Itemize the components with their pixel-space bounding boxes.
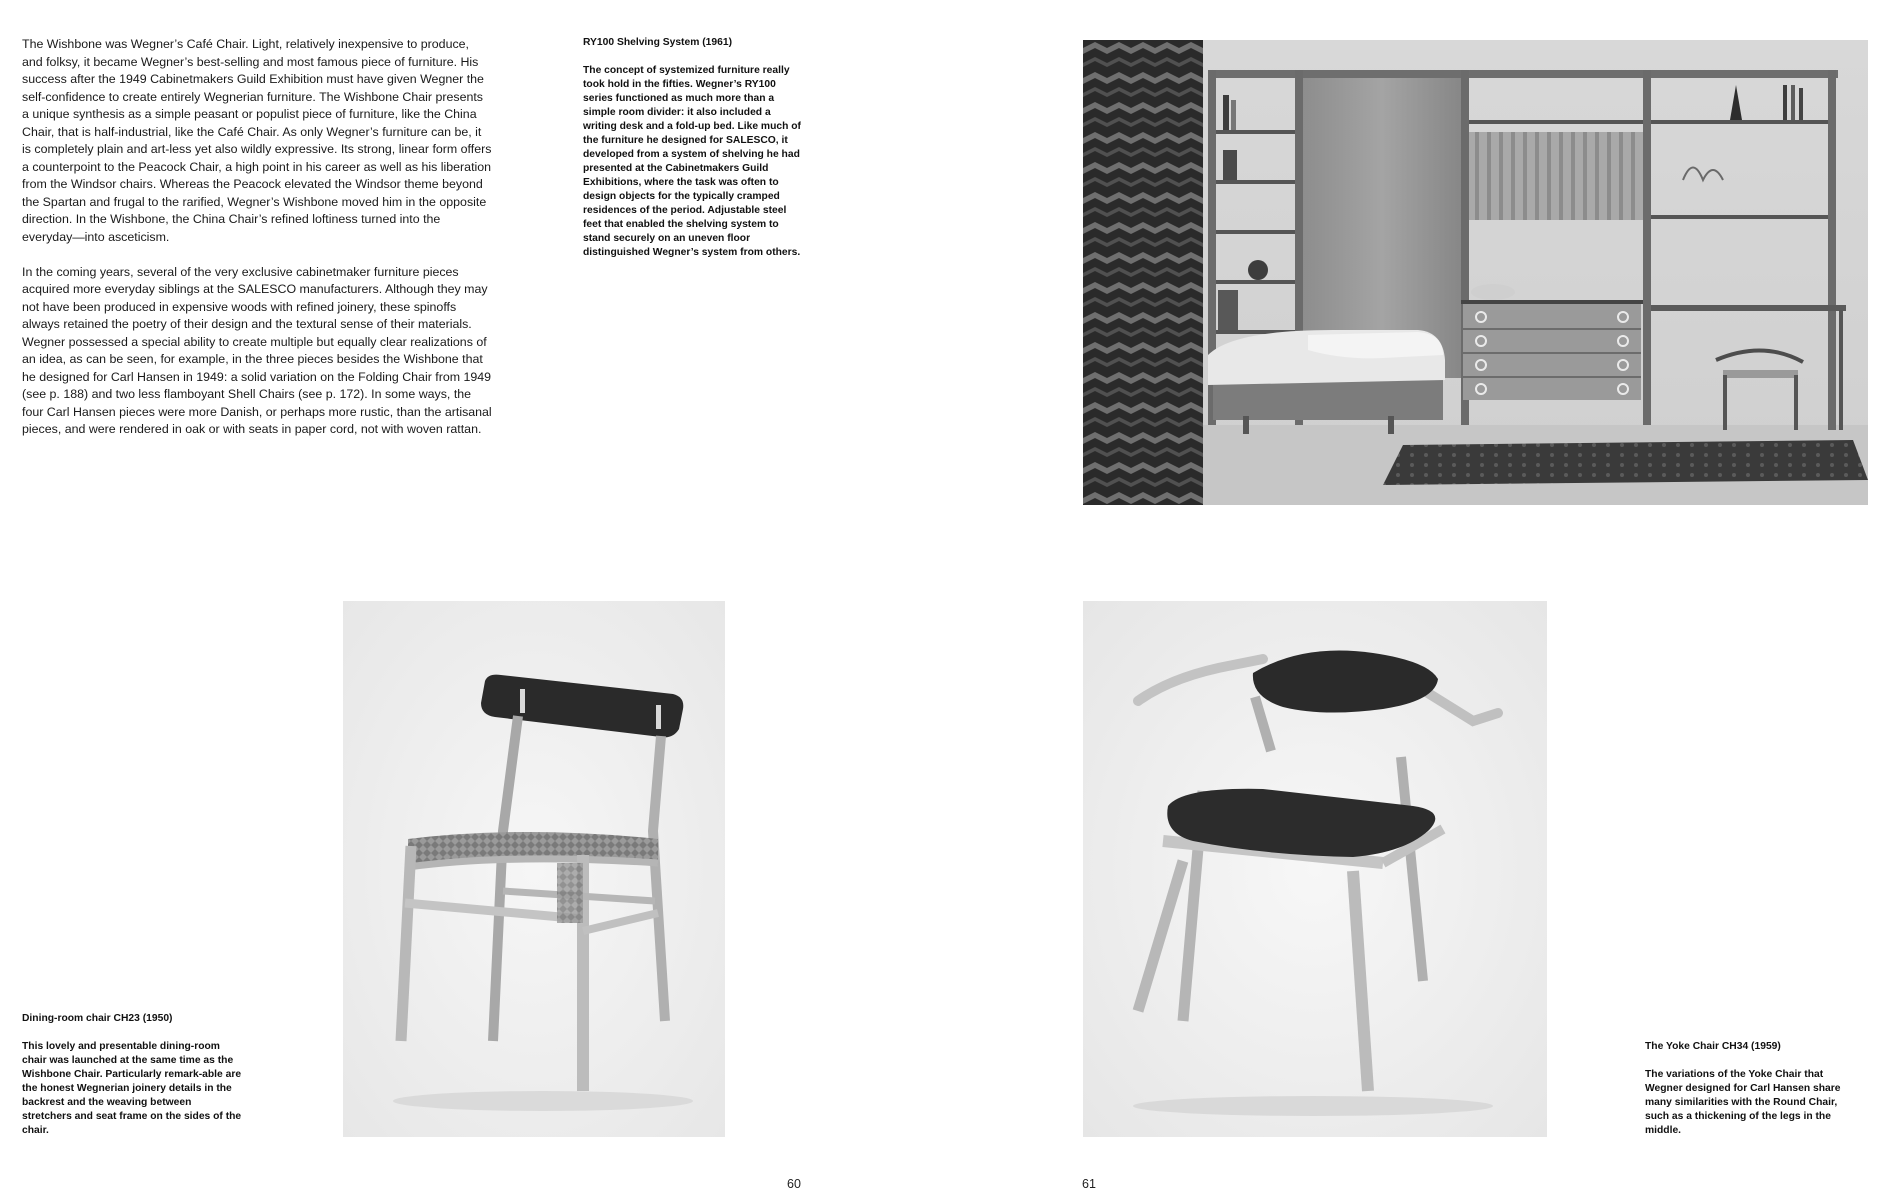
ch23-chair-illustration — [343, 601, 725, 1137]
caption-ch34 — [1645, 1040, 1857, 1138]
body-paragraph: In the coming years, several of the very exclusive cabinetmaker furniture pieces acquired more everyday siblings at the SALESCO manufacturers. Although they may not have been produced in expensive woods with refined joinery, these spinoffs always retained the poetry of their design and the textural sense of their materials. Wegner possessed a special ability to create multiple but equally clear realizations of an idea, as can be seen, for example, in the three pieces besides the Wishbone that he designed for Carl Hansen in 1949: a solid variation on the Folding Chair from 1949 (see p. 188) and two less flamboyant Shell Chairs (see p. 172). In some ways, the four Carl Hansen pieces were more Danish, or perhaps more rustic, than the artisanal pieces, and were rendered in oak or with seats in paper cord, not with woven rattan. — [22, 264, 492, 436]
body-paragraph: The Wishbone was Wegner’s Café Chair. Light, relatively inexpensive to produce, and folksy, it became Wegner’s best-selling and most famous piece of furniture. His success after the 1949 Cabinetmakers Guild Exhibition must have given Wegner the self-confidence to create entirely Wegnerian furniture. The Wishbone Chair presents a unique synthesis as a simple peasant or populist piece of furniture, like the China Chair, that is half-industrial, like the Café Chair. As only Wegner’s furniture can be, it is completely plain and art-less yet also wildly expressive. Its strong, linear form offers a counterpoint to the Peacock Chair, a high point in his career as well as his liberation from the Windsor chairs. Whereas the Peacock elevated the Windsor theme beyond the Spartan and frugal to the rarified, Wegner’s Wishbone moved him in the opposite direction. In the Wishbone, the China Chair’s refined loftiness turned into the everyday—into asceticism. — [22, 37, 492, 244]
page-number-left: 60 — [787, 1177, 801, 1191]
caption-text: This lovely and presentable dining-room chair was launched at the same time as the Wishbone Chair. Particularly remark-able are the honest Wegnerian joinery details in the backrest and the weaving between stretchers and seat frame on the sides of the chair. — [22, 1041, 242, 1136]
caption-title: RY100 Shelving System (1961) — [583, 37, 732, 48]
body-text-column — [22, 36, 492, 456]
caption-title: The Yoke Chair CH34 (1959) — [1645, 1041, 1781, 1052]
caption-text: The variations of the Yoke Chair that Wegner designed for Carl Hansen share many similarities with the Round Chair, such as a thickening of the legs in the middle. — [1645, 1069, 1841, 1136]
ch34-chair-illustration — [1083, 601, 1547, 1137]
ch23-chair-photo — [343, 601, 725, 1137]
caption-text: The concept of systemized furniture really took hold in the fifties. Wegner’s RY100 series functioned as much more than a simple room divider: it also included a writing desk and a fold-up bed. Like much of the furniture he designed for SALESCO, it developed from a system of shelving he had presented at the Cabinetmakers Guild Exhibitions, where the task was often to design objects for the typically cramped residences of the period. Adjustable steel feet that enabled the shelving system to stand securely on an uneven floor distinguished Wegner’s system from others. — [583, 65, 801, 258]
page-number-right: 61 — [1082, 1177, 1096, 1191]
shelving-system-photo — [1083, 40, 1868, 505]
caption-title: Dining-room chair CH23 (1950) — [22, 1013, 173, 1024]
ch34-yoke-chair-photo — [1083, 601, 1547, 1137]
caption-ch23 — [22, 1012, 244, 1138]
caption-shelving — [583, 36, 805, 260]
shelving-system-illustration — [1083, 40, 1868, 505]
